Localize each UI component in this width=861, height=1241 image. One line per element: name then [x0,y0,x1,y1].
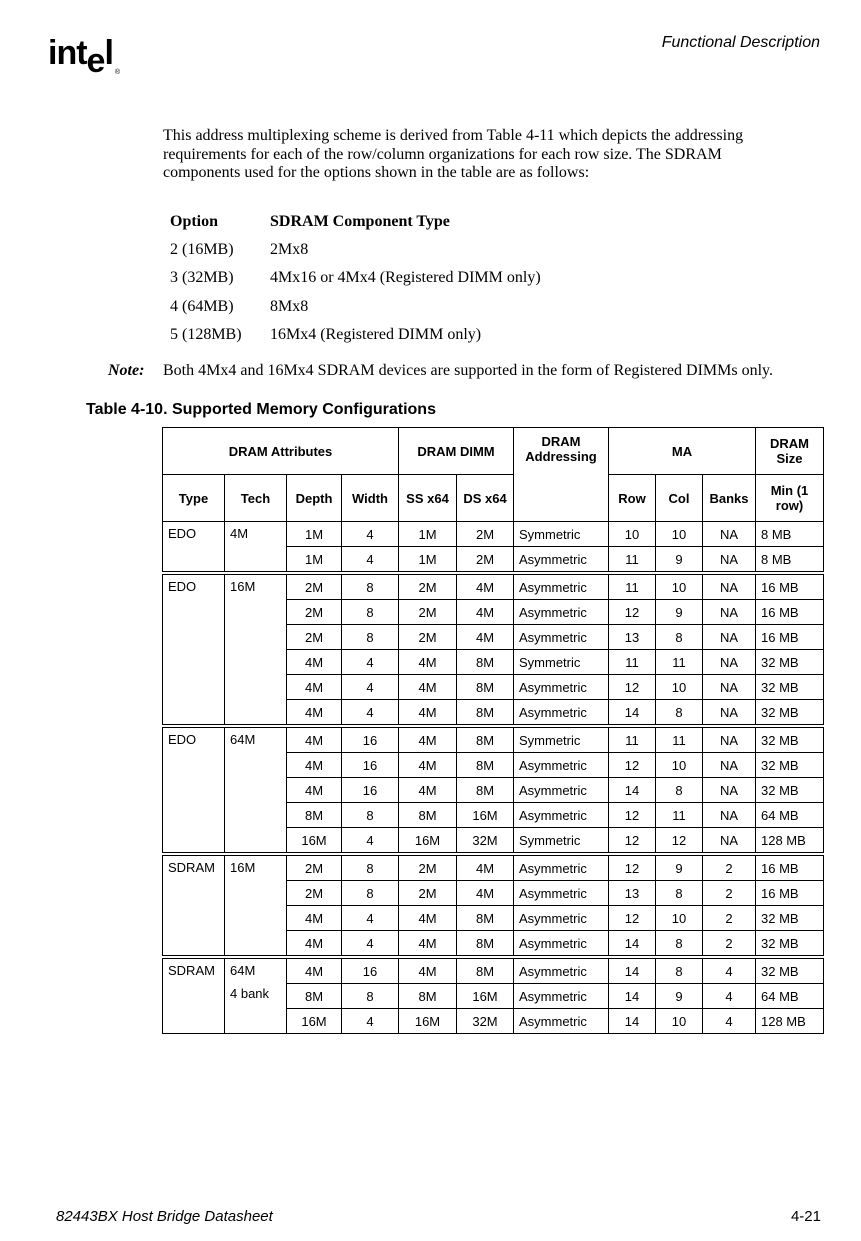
cell-min-size: 128 MB [756,828,824,855]
col-header-ds: DS x64 [457,475,514,522]
cell-ma-col: 8 [656,778,703,803]
cell-min-size: 32 MB [756,778,824,803]
cell-addressing: Symmetric [514,726,609,753]
cell-tech [225,957,287,1034]
option-row [170,236,541,264]
cell-ds-x64: 8M [457,931,514,958]
table-title: Table 4-10. Supported Memory Configurations [86,401,436,418]
cell-min-size: 64 MB [756,984,824,1009]
group-header-dram-size: DRAM Size [756,428,824,475]
col-header-type: Type [163,475,225,522]
cell-ma-row: 12 [609,600,656,625]
tech-value: 64M [230,732,256,747]
cell-depth: 2M [287,600,342,625]
col-header-depth: Depth [287,475,342,522]
component-type-header: SDRAM Component Type [270,213,450,231]
cell-addressing: Asymmetric [514,625,609,650]
cell-ss-x64: 4M [399,726,457,753]
cell-ma-col: 8 [656,625,703,650]
cell-width: 16 [342,753,399,778]
component-type: 4Mx16 or 4Mx4 (Registered DIMM only) [270,269,541,287]
cell-addressing: Asymmetric [514,931,609,958]
note-label: Note: [108,362,145,379]
col-header-row: Row [609,475,656,522]
cell-ma-col: 10 [656,1009,703,1034]
cell-ma-row: 14 [609,1009,656,1034]
cell-banks: NA [703,753,756,778]
cell-banks: NA [703,573,756,600]
cell-depth: 2M [287,573,342,600]
cell-ss-x64: 4M [399,778,457,803]
cell-ma-row: 14 [609,700,656,727]
cell-width: 4 [342,547,399,574]
cell-width: 4 [342,1009,399,1034]
memory-config-table [162,427,824,1034]
cell-width: 8 [342,984,399,1009]
cell-ds-x64: 4M [457,881,514,906]
cell-ds-x64: 8M [457,778,514,803]
cell-min-size: 32 MB [756,906,824,931]
cell-ss-x64: 2M [399,600,457,625]
cell-ma-col: 10 [656,522,703,547]
cell-depth: 4M [287,726,342,753]
cell-depth: 2M [287,881,342,906]
col-header-width: Width [342,475,399,522]
cell-ds-x64: 16M [457,984,514,1009]
cell-width: 4 [342,931,399,958]
cell-banks: 2 [703,854,756,881]
cell-ds-x64: 8M [457,700,514,727]
cell-ma-col: 9 [656,854,703,881]
options-list [170,208,541,349]
cell-tech [225,726,287,854]
option-value: 5 (128MB) [170,325,242,343]
cell-width: 4 [342,675,399,700]
cell-addressing: Asymmetric [514,778,609,803]
cell-ds-x64: 8M [457,726,514,753]
cell-ss-x64: 16M [399,828,457,855]
group-header-ma: MA [609,428,756,475]
cell-ss-x64: 4M [399,906,457,931]
cell-ds-x64: 4M [457,573,514,600]
section-title: Functional Description [661,34,820,51]
cell-width: 8 [342,881,399,906]
tech-value: 16M [230,579,256,594]
cell-width: 16 [342,726,399,753]
cell-depth: 4M [287,957,342,984]
cell-addressing: Asymmetric [514,957,609,984]
option-value: 2 (16MB) [170,241,234,259]
cell-banks: NA [703,803,756,828]
cell-banks: NA [703,600,756,625]
cell-ma-col: 9 [656,600,703,625]
cell-ma-col: 9 [656,984,703,1009]
cell-addressing: Asymmetric [514,854,609,881]
intel-logo [48,34,120,80]
cell-ma-row: 13 [609,625,656,650]
options-header [170,208,541,236]
cell-addressing: Symmetric [514,828,609,855]
cell-banks: 4 [703,1009,756,1034]
cell-min-size: 64 MB [756,803,824,828]
cell-banks: NA [703,675,756,700]
cell-ds-x64: 8M [457,906,514,931]
cell-ma-col: 10 [656,906,703,931]
cell-depth: 4M [287,778,342,803]
cell-min-size: 16 MB [756,625,824,650]
cell-banks: 4 [703,957,756,984]
cell-ma-col: 10 [656,675,703,700]
cell-depth: 4M [287,753,342,778]
cell-addressing: Asymmetric [514,881,609,906]
option-row [170,321,541,349]
footer-doc-title: 82443BX Host Bridge Datasheet [56,1208,273,1225]
cell-ma-row: 12 [609,803,656,828]
cell-banks: NA [703,650,756,675]
note [108,362,773,380]
cell-ma-row: 11 [609,726,656,753]
cell-depth: 4M [287,906,342,931]
cell-depth: 4M [287,931,342,958]
cell-ma-col: 8 [656,931,703,958]
cell-ma-row: 11 [609,573,656,600]
cell-ds-x64: 2M [457,522,514,547]
cell-banks: NA [703,522,756,547]
cell-ds-x64: 32M [457,1009,514,1034]
cell-addressing: Asymmetric [514,906,609,931]
cell-min-size: 32 MB [756,675,824,700]
cell-ds-x64: 8M [457,675,514,700]
cell-ds-x64: 8M [457,753,514,778]
col-header-tech: Tech [225,475,287,522]
cell-ma-row: 14 [609,931,656,958]
cell-width: 8 [342,854,399,881]
cell-width: 8 [342,625,399,650]
table-row [163,522,824,547]
cell-width: 4 [342,828,399,855]
cell-ss-x64: 2M [399,573,457,600]
cell-tech [225,854,287,957]
cell-addressing: Asymmetric [514,573,609,600]
cell-depth: 16M [287,828,342,855]
cell-ma-col: 8 [656,957,703,984]
col-header-banks: Banks [703,475,756,522]
cell-type: EDO [163,726,225,854]
cell-ma-col: 11 [656,726,703,753]
cell-depth: 1M [287,522,342,547]
cell-banks: NA [703,625,756,650]
cell-ss-x64: 4M [399,957,457,984]
cell-ds-x64: 4M [457,854,514,881]
cell-ma-col: 9 [656,547,703,574]
cell-ds-x64: 8M [457,650,514,675]
cell-width: 4 [342,522,399,547]
cell-ss-x64: 4M [399,700,457,727]
cell-ss-x64: 4M [399,675,457,700]
cell-depth: 4M [287,700,342,727]
cell-width: 8 [342,573,399,600]
logo-text: int [48,34,87,72]
cell-ss-x64: 1M [399,522,457,547]
intro-paragraph: This address multiplexing scheme is derived from Table 4-11 which depicts the addressing requirements for each of the row/column organizations for each row size. The SDRAM components used for the options shown in the table are as follows: [163,127,744,181]
cell-depth: 16M [287,1009,342,1034]
group-header-dram-attributes: DRAM Attributes [163,428,399,475]
logo-text-e: e [86,42,105,80]
cell-ma-row: 14 [609,957,656,984]
cell-depth: 8M [287,984,342,1009]
cell-width: 4 [342,650,399,675]
cell-ma-row: 13 [609,881,656,906]
cell-banks: 2 [703,906,756,931]
cell-ss-x64: 2M [399,625,457,650]
cell-ds-x64: 4M [457,625,514,650]
cell-type: SDRAM [163,854,225,957]
cell-ma-row: 12 [609,753,656,778]
cell-ss-x64: 4M [399,650,457,675]
cell-width: 4 [342,906,399,931]
note-text: Both 4Mx4 and 16Mx4 SDRAM devices are supported in the form of Registered DIMMs only. [163,362,773,379]
cell-ma-col: 10 [656,753,703,778]
cell-ma-col: 11 [656,803,703,828]
cell-ds-x64: 4M [457,600,514,625]
tech-value: 64M [230,963,256,978]
cell-addressing: Asymmetric [514,984,609,1009]
cell-ss-x64: 16M [399,1009,457,1034]
cell-ma-col: 10 [656,573,703,600]
cell-min-size: 32 MB [756,650,824,675]
cell-width: 8 [342,600,399,625]
cell-addressing: Asymmetric [514,600,609,625]
cell-depth: 4M [287,650,342,675]
cell-addressing: Asymmetric [514,700,609,727]
option-value: 4 (64MB) [170,297,234,315]
cell-min-size: 8 MB [756,522,824,547]
cell-min-size: 128 MB [756,1009,824,1034]
cell-addressing: Symmetric [514,650,609,675]
cell-depth: 2M [287,625,342,650]
group-header-dram-addressing: DRAM Addressing [514,428,609,522]
option-row [170,264,541,292]
component-type: 16Mx4 (Registered DIMM only) [270,325,482,343]
footer-page-number: 4-21 [790,1208,821,1225]
cell-ma-row: 11 [609,547,656,574]
cell-ma-row: 14 [609,778,656,803]
cell-addressing: Symmetric [514,522,609,547]
component-type: 2Mx8 [270,241,309,259]
cell-ds-x64: 8M [457,957,514,984]
cell-min-size: 16 MB [756,881,824,906]
cell-min-size: 16 MB [756,854,824,881]
cell-ma-col: 8 [656,881,703,906]
cell-width: 8 [342,803,399,828]
cell-ma-row: 12 [609,675,656,700]
cell-width: 16 [342,957,399,984]
cell-min-size: 32 MB [756,700,824,727]
cell-ma-row: 12 [609,906,656,931]
table-row [163,957,824,984]
cell-depth: 1M [287,547,342,574]
component-type: 8Mx8 [270,297,309,315]
cell-tech [225,522,287,574]
cell-addressing: Asymmetric [514,547,609,574]
cell-min-size: 32 MB [756,957,824,984]
table-row [163,573,824,600]
tech-banks-note: 4 bank [230,986,270,1001]
cell-ma-row: 11 [609,650,656,675]
table-row [163,726,824,753]
cell-ma-col: 12 [656,828,703,855]
col-header-ss: SS x64 [399,475,457,522]
cell-banks: 4 [703,984,756,1009]
cell-min-size: 32 MB [756,931,824,958]
cell-ds-x64: 2M [457,547,514,574]
cell-ma-col: 11 [656,650,703,675]
cell-ss-x64: 8M [399,984,457,1009]
cell-ma-col: 8 [656,700,703,727]
cell-min-size: 8 MB [756,547,824,574]
cell-ma-row: 12 [609,854,656,881]
cell-type: EDO [163,573,225,726]
cell-ss-x64: 2M [399,854,457,881]
cell-depth: 8M [287,803,342,828]
cell-width: 16 [342,778,399,803]
cell-banks: NA [703,828,756,855]
registered-icon: ® [114,69,120,76]
col-header-min: Min (1 row) [756,475,824,522]
cell-banks: NA [703,547,756,574]
table-row [163,854,824,881]
option-header: Option [170,213,219,231]
cell-banks: 2 [703,881,756,906]
cell-ma-row: 10 [609,522,656,547]
cell-ss-x64: 8M [399,803,457,828]
cell-min-size: 16 MB [756,600,824,625]
cell-depth: 2M [287,854,342,881]
cell-banks: 2 [703,931,756,958]
cell-width: 4 [342,700,399,727]
cell-type: SDRAM [163,957,225,1034]
cell-ss-x64: 4M [399,753,457,778]
cell-banks: NA [703,726,756,753]
cell-ss-x64: 2M [399,881,457,906]
cell-banks: NA [703,778,756,803]
option-row [170,293,541,321]
cell-addressing: Asymmetric [514,1009,609,1034]
col-header-col: Col [656,475,703,522]
tech-value: 16M [230,860,256,875]
cell-ds-x64: 32M [457,828,514,855]
cell-addressing: Asymmetric [514,753,609,778]
cell-ma-row: 12 [609,828,656,855]
cell-ma-row: 14 [609,984,656,1009]
cell-type: EDO [163,522,225,574]
cell-ss-x64: 1M [399,547,457,574]
cell-tech [225,573,287,726]
cell-ds-x64: 16M [457,803,514,828]
cell-min-size: 16 MB [756,573,824,600]
group-header-dram-dimm: DRAM DIMM [399,428,514,475]
cell-addressing: Asymmetric [514,803,609,828]
tech-value: 4M [230,526,249,541]
option-value: 3 (32MB) [170,269,234,287]
logo-text-l: l [104,34,113,72]
cell-min-size: 32 MB [756,753,824,778]
cell-addressing: Asymmetric [514,675,609,700]
cell-min-size: 32 MB [756,726,824,753]
cell-banks: NA [703,700,756,727]
cell-ss-x64: 4M [399,931,457,958]
cell-depth: 4M [287,675,342,700]
